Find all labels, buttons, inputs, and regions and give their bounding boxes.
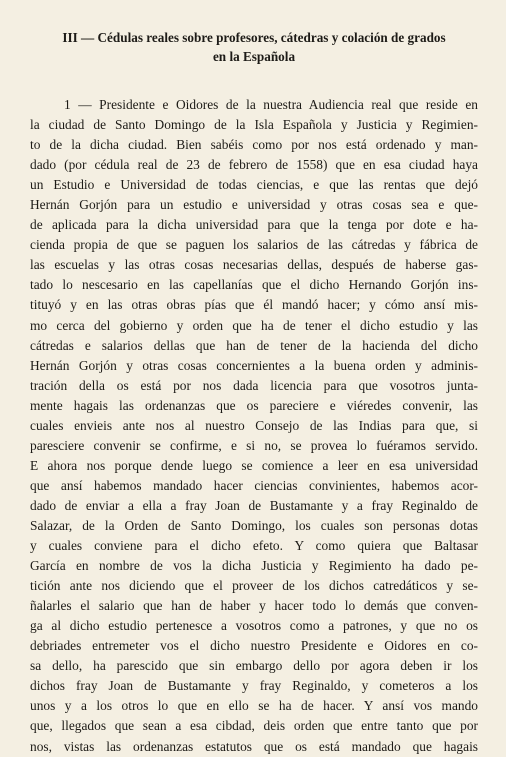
text-line: Hernán Gorjón y otras cosas concernientes a la buena orden y adminis- <box>30 357 478 373</box>
text-line: tituyó y en las otras obras pías que él mandó hacer; y cómo ansí mis- <box>30 297 478 313</box>
text-line: dichos fray Joan de Bustamante y fray Reginaldo, y cometeros a los <box>30 678 478 694</box>
text-line: y cuales conviene para el dicho efeto. Y como quiera que Baltasar <box>30 538 478 554</box>
text-line: 1 — Presidente e Oidores de la nuestra Audiencia real que reside en <box>64 97 478 112</box>
text-line: la ciudad de Santo Domingo de la Isla Española y Justicia y Regimien- <box>30 117 478 133</box>
text-line: tición ante nos diciendo que el proveer de los dichos catredáticos y se- <box>30 578 478 594</box>
text-line: paresciere convenir se confirme, e si no, se provea lo fuéramos servido. <box>30 437 478 453</box>
text-line: un Estudio e Universidad de todas ciencias, e que las rentas que dejó <box>30 177 478 193</box>
body-paragraph <box>30 95 478 757</box>
text-line: mente hagais las ordenanzas que os pareciere e viéredes convenir, las <box>30 397 478 413</box>
text-line: debriades entremeter vos el dicho nuestro Presidente e Oidores en co- <box>30 638 478 654</box>
text-line: to de la dicha ciudad. Bien sabéis como por nos está ordenado y man- <box>30 137 478 153</box>
text-line: dado (por cédula real de 23 de febrero de 1558) que en esa ciudad haya <box>30 157 478 173</box>
text-line: unos y a los otros lo que en ello se ha de hacer. Y ansí vos mando <box>30 698 478 714</box>
text-line: cátredas e salarios dellas que han de tener de la hacienda del dicho <box>30 337 478 353</box>
text-line: que ansí habemos mandado hacer ciencias convinientes, habemos acor- <box>30 477 478 493</box>
text-line: las escuelas y las otras cosas necesarias dellas, después de haberse gas- <box>30 257 478 273</box>
text-line: E ahora nos porque dende luego se comience a leer en esa universidad <box>30 457 478 473</box>
section-heading-line-2: en la Española <box>212 49 296 64</box>
section-heading-line-1: III — Cédulas reales sobre profesores, cátedras y colación de grados <box>62 30 446 45</box>
text-line: ñalarles el salario que han de haber y hacer todo lo demás que conven- <box>30 598 478 614</box>
text-line: ga al dicho estudio pertenesce a vosotros como a patrones, y que no os <box>30 618 478 634</box>
text-line: de aplicada para la dicha universidad para que la tenga por dote e ha- <box>30 217 478 233</box>
text-line: nos, vistas las ordenanzas estatutos que os está mandado que hagais <box>30 738 478 754</box>
text-line: Hernán Gorjón para un estudio e universidad y otras cosas sea e que- <box>30 197 478 213</box>
text-line: García en nombre de vos la dicha Justicia y Regimiento ha dado pe- <box>30 558 478 574</box>
text-line: que, llegados que sean a esa cibdad, deis orden que entre tanto que por <box>30 718 478 734</box>
text-line: Salazar, de la Orden de Santo Domingo, los cuales son personas dotas <box>30 517 478 533</box>
text-line: cuales envieis ante nos al nuestro Consejo de las Indias para que, si <box>30 417 478 433</box>
text-line: tado lo nescesario en las capellanías que el dicho Hernando Gorjón ins- <box>30 277 478 293</box>
text-line: tración della os está por nos dada licencia para que vosotros junta- <box>30 377 478 393</box>
text-line: mo cerca del gobierno y orden que ha de tener el dicho estudio y las <box>30 317 478 333</box>
text-line: sa dello, ha parescido que sin embargo dello por agora deben ir los <box>30 658 478 674</box>
text-line: cienda propia de que se paguen los salarios de las cátredas y fábrica de <box>30 237 478 253</box>
text-line: dado de enviar a ella a fray Joan de Bustamante y a fray Reginaldo de <box>30 497 478 513</box>
